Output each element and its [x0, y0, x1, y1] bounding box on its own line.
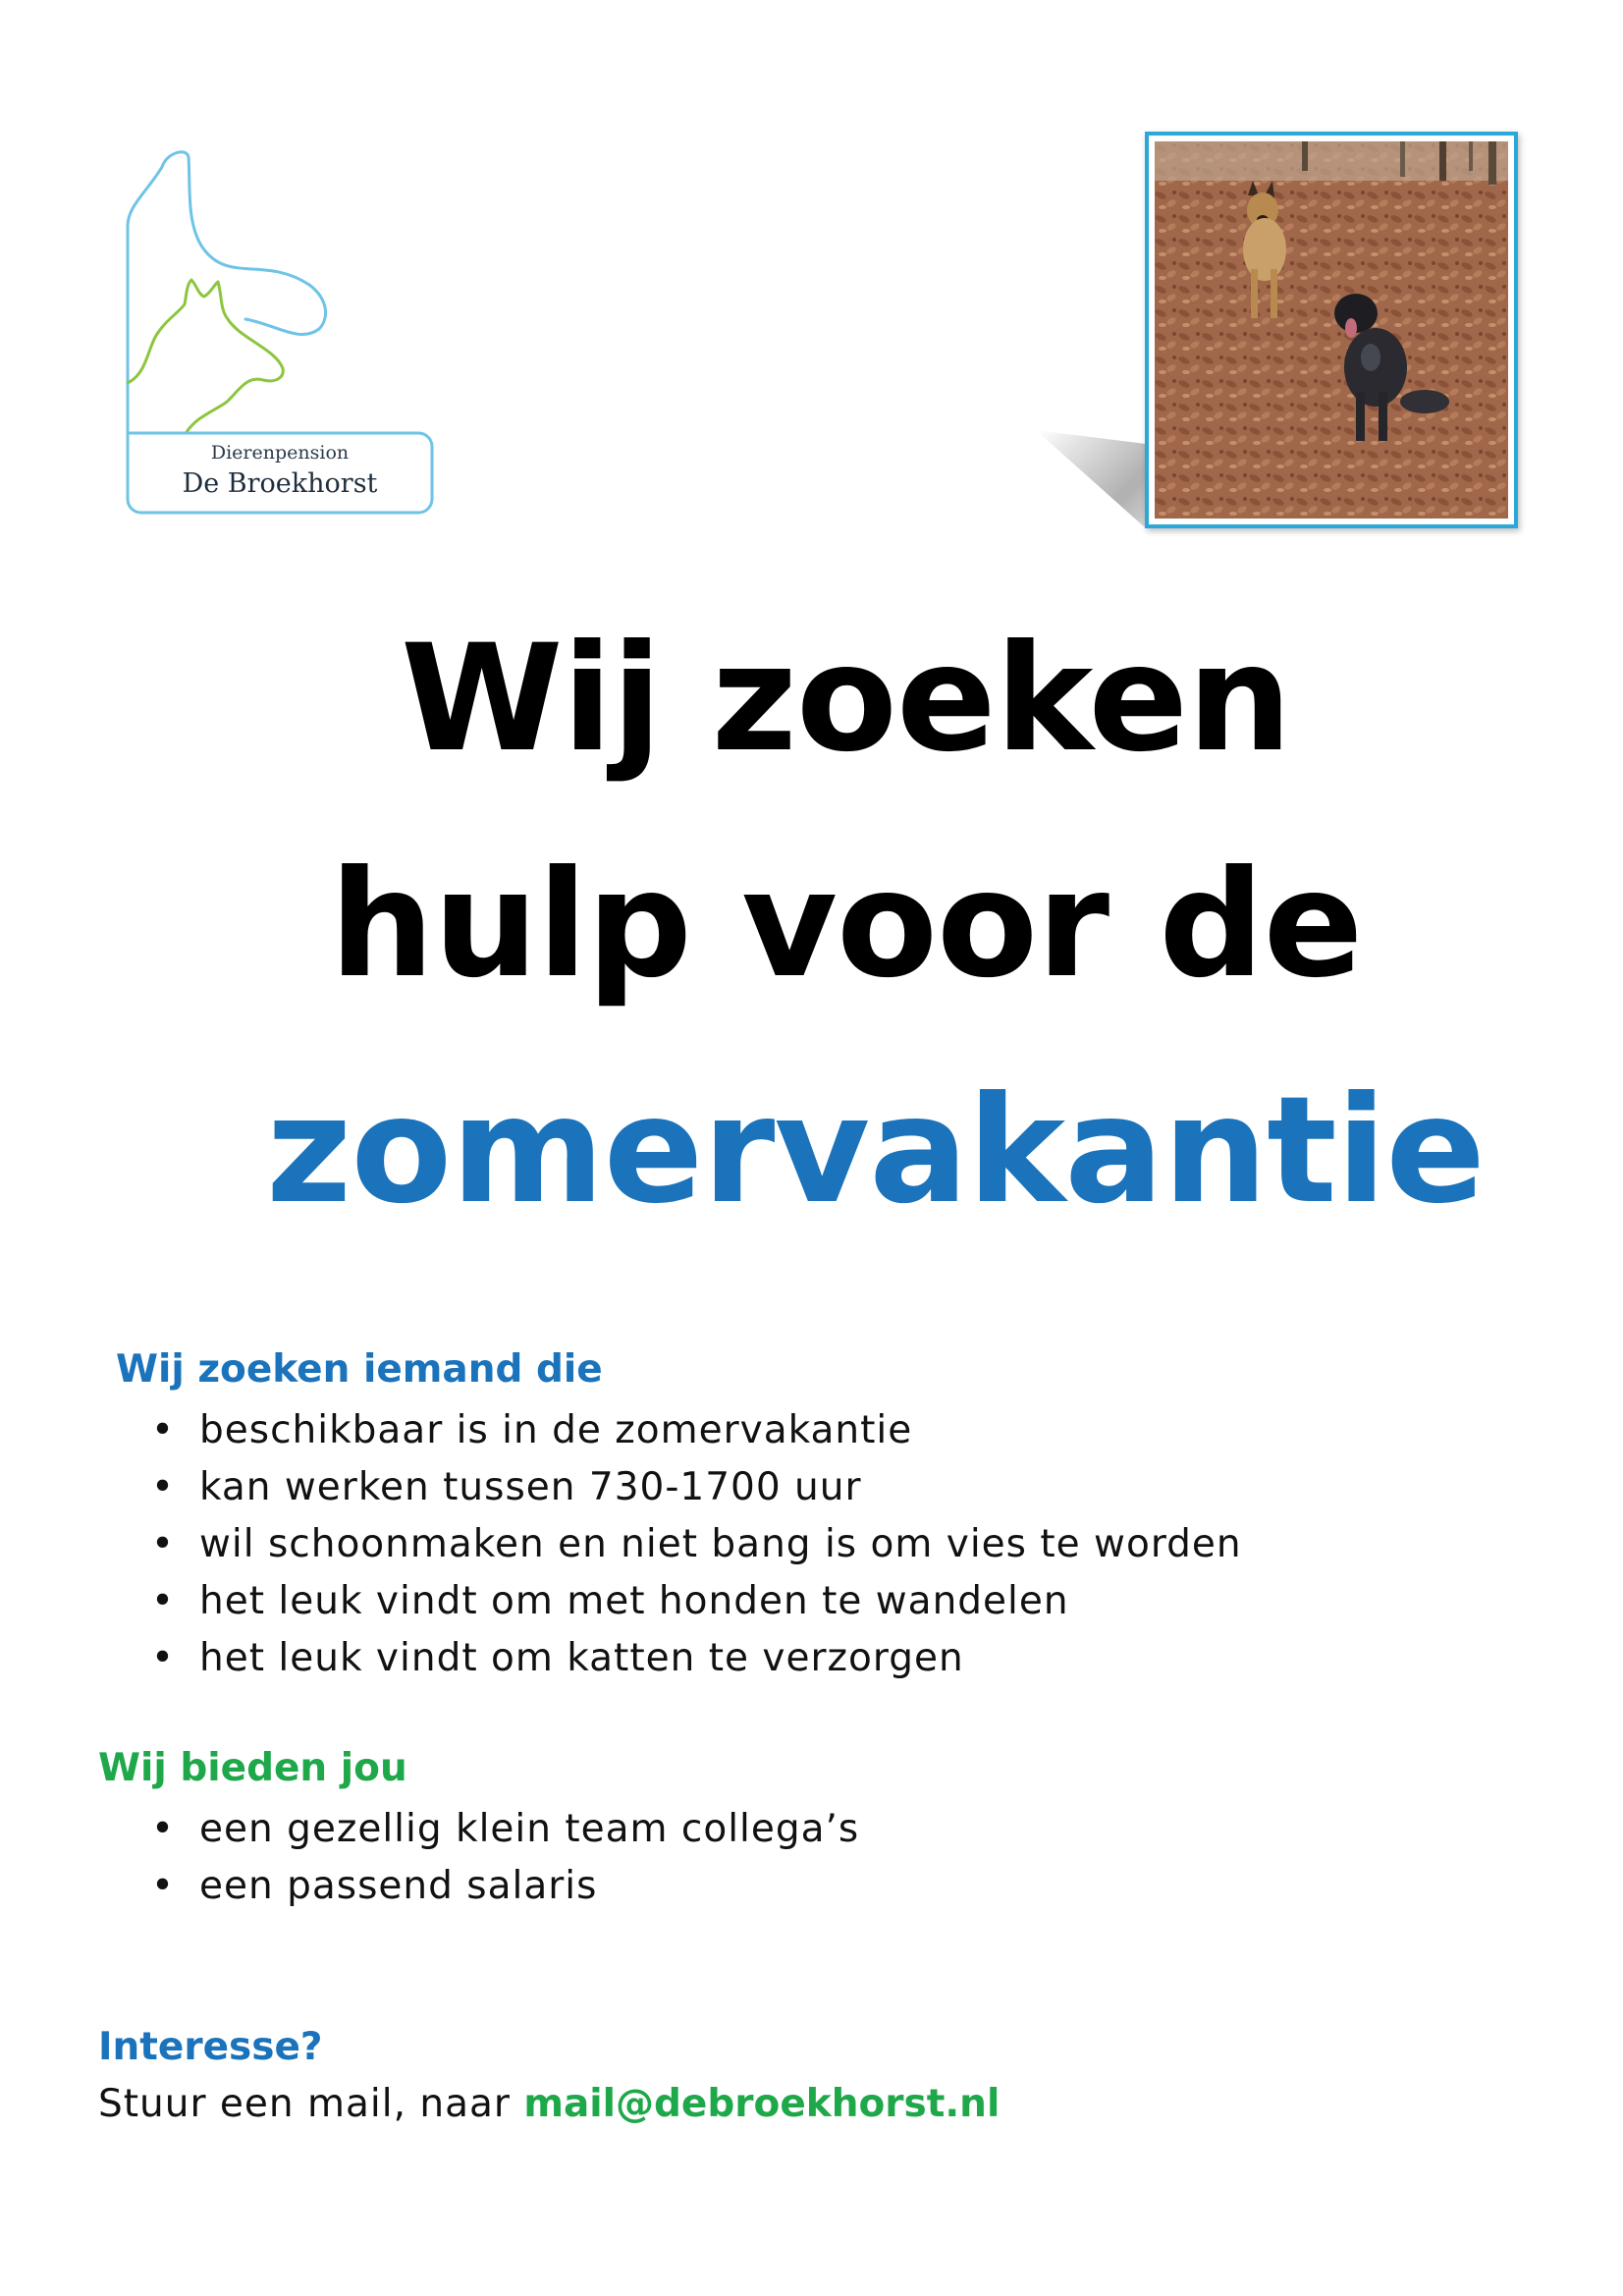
logo-text-dierenpension: Dierenpension [210, 442, 350, 464]
seek-list [145, 1402, 1242, 1687]
list-item: • het leuk vindt om katten te verzorgen [145, 1630, 1242, 1687]
contact-title: Interesse? [98, 2025, 323, 2069]
seek-title: Wij zoeken iemand die [116, 1347, 603, 1392]
bullet: • [151, 1408, 176, 1452]
bullet: • [151, 1864, 176, 1908]
headline-line-2: hulp voor de [329, 840, 1363, 1011]
contact-line [98, 2082, 1000, 2126]
dog-cat-logo-icon [118, 147, 442, 520]
bullet: • [151, 1579, 176, 1623]
logo-text-name: De Broekhorst [182, 468, 378, 499]
bullet: • [151, 1807, 176, 1851]
headline-line-3: zomervakantie [266, 1066, 1485, 1236]
offer-list [145, 1801, 859, 1915]
list-item: • beschikbaar is in de zomervakantie [145, 1402, 1242, 1459]
list-item: • een passend salaris [145, 1858, 859, 1915]
bullet: • [151, 1522, 176, 1566]
contact-text: Stuur een mail, naar [98, 2082, 524, 2126]
list-item: • het leuk vindt om met honden te wandelen [145, 1573, 1242, 1630]
offer-title: Wij bieden jou [98, 1746, 407, 1790]
list-item: • kan werken tussen 730-1700 uur [145, 1459, 1242, 1516]
logo [118, 147, 442, 520]
list-item: • een gezellig klein team collega’s [145, 1801, 859, 1858]
list-item: • wil schoonmaken en niet bang is om vies te worden [145, 1516, 1242, 1573]
email-link[interactable]: mail@debroekhorst.nl [523, 2082, 1001, 2126]
dogs-in-forest-photo [1155, 141, 1508, 519]
photo-frame [1145, 132, 1518, 528]
headline-line-1: Wij zoeken [401, 614, 1291, 785]
bullet: • [151, 1465, 176, 1509]
bullet: • [151, 1636, 176, 1680]
